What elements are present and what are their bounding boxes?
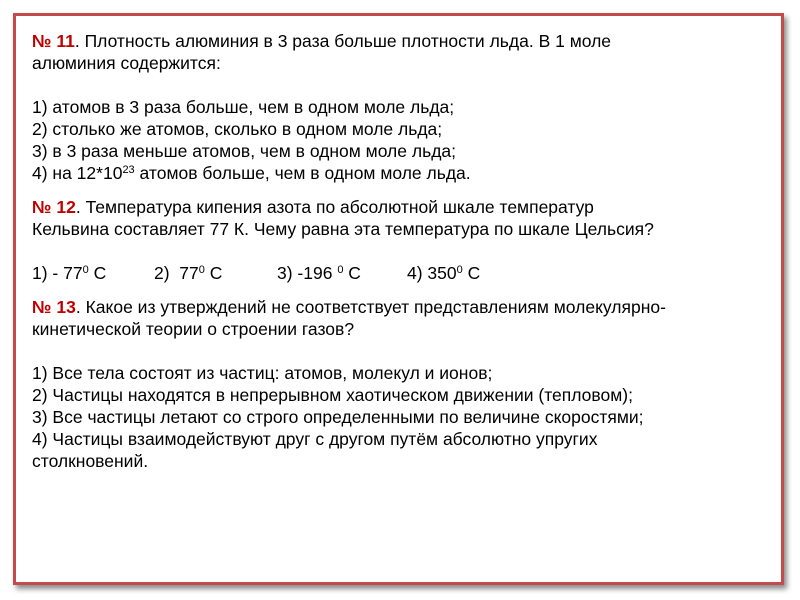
question-11-option-2: 2) столько же атомов, сколько в одном моле льда; <box>32 119 443 139</box>
question-13-line2: кинетической теории о строении газов? <box>32 319 355 339</box>
question-11-line2: алюминия содержится: <box>32 53 221 73</box>
degree-superscript: 0 <box>198 263 205 276</box>
question-13-number: № 13 <box>32 297 76 317</box>
option-unit: С <box>204 263 223 283</box>
question-11-option-3: 3) в 3 раза меньше атомов, чем в одном моле льда; <box>32 141 456 161</box>
option-unit: С <box>343 263 361 283</box>
blank-line <box>32 240 780 262</box>
option-prefix: 2) 77 <box>154 263 199 283</box>
degree-superscript: 0 <box>456 263 463 276</box>
question-11-option-1: 1) атомов в 3 раза больше, чем в одном моле льда; <box>32 97 455 117</box>
blank-line <box>32 340 780 362</box>
option-prefix: 3) -196 <box>277 263 338 283</box>
question-13-option-4-line2: столкновений. <box>32 451 149 471</box>
question-13-text <box>32 296 780 318</box>
question-11-option-4 <box>32 162 780 184</box>
question-12-text <box>32 196 780 218</box>
question-13-option-3: 3) Все частицы летают со строго определенными по величине скоростями; <box>32 407 644 427</box>
question-12-line1: . Температура кипения азота по абсолютной шкале температур <box>75 197 594 217</box>
question-12 <box>32 196 780 284</box>
question-12-options <box>32 262 780 284</box>
question-12-option-4 <box>407 262 480 284</box>
slide-content <box>32 30 780 472</box>
option-prefix: 4) 350 <box>407 263 457 283</box>
question-11-text <box>32 30 780 52</box>
question-13-line1: . Какое из утверждений не соответствует представлениям молекулярно- <box>75 297 666 317</box>
question-13-option-1: 1) Все тела состоят из частиц: атомов, молекул и ионов; <box>32 363 493 383</box>
degree-superscript: 0 <box>82 263 89 276</box>
question-11-option-4-exponent: 23 <box>122 163 135 176</box>
question-11-option-4-prefix: 4) на 12*10 <box>32 163 123 183</box>
option-unit: С <box>462 263 481 283</box>
question-12-number: № 12 <box>32 197 76 217</box>
degree-superscript: 0 <box>337 263 344 276</box>
question-13 <box>32 296 780 472</box>
question-12-line2: Кельвина составляет 77 К. Чему равна эта температура по шкале Цельсия? <box>32 219 654 239</box>
question-11 <box>32 30 780 184</box>
question-12-option-1 <box>32 262 154 284</box>
question-12-option-3 <box>277 262 407 284</box>
option-unit: С <box>88 263 107 283</box>
question-11-line1: . Плотность алюминия в 3 раза больше плотности льда. В 1 моле <box>74 31 612 51</box>
question-13-option-4-line1: 4) Частицы взаимодействуют друг с другом путём абсолютно упругих <box>32 429 598 449</box>
option-prefix: 1) - 77 <box>32 263 83 283</box>
question-13-option-2: 2) Частицы находятся в непрерывном хаотическом движении (тепловом); <box>32 385 633 405</box>
question-11-option-4-suffix: атомов больше, чем в одном моле льда. <box>134 163 471 183</box>
blank-line <box>32 74 780 96</box>
question-11-number: № 11 <box>32 31 75 51</box>
question-12-option-2 <box>154 262 277 284</box>
